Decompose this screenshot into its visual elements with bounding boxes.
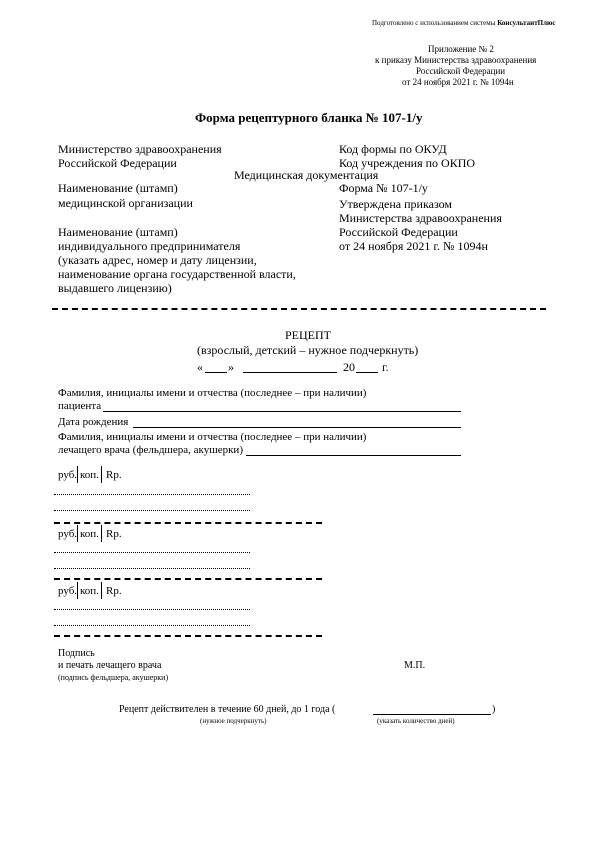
approved-line-3: Российской Федерации: [339, 225, 458, 239]
rx-rp-label: Rp.: [106, 528, 122, 540]
validity-days-field[interactable]: [373, 714, 491, 715]
okpo-code-label: Код учреждения по ОКПО: [339, 156, 476, 170]
rx-line-field[interactable]: [54, 494, 250, 495]
signature-line-3: (подпись фельдшера, акушерки): [58, 673, 169, 682]
rx-column-divider: [101, 525, 102, 542]
validity-close-paren: ): [492, 704, 496, 715]
rx-line-field[interactable]: [54, 609, 250, 610]
appendix-line-3: Российской Федерации: [416, 66, 506, 76]
ministry-line-2: Российской Федерации: [58, 156, 177, 170]
recipe-subtitle: (взрослый, детский – нужное подчеркнуть): [197, 343, 419, 357]
ip-stamp-line-2: индивидуального предпринимателя: [58, 239, 241, 253]
ip-stamp-line-5: выдавшего лицензию): [58, 281, 172, 295]
validity-note-left: (нужное подчеркнуть): [200, 717, 267, 725]
okud-code-label: Код формы по ОКУД: [339, 142, 447, 156]
validity-text: Рецепт действителен в течение 60 дней, до 1 года (: [119, 704, 336, 715]
doctor-name-field[interactable]: [246, 455, 461, 456]
ministry-line-1: Министерство здравоохранения: [58, 142, 222, 156]
patient-name-label-line-2: пациента: [58, 400, 102, 412]
rx-column-divider: [77, 466, 78, 483]
patient-name-field[interactable]: [103, 411, 461, 412]
rx-kop-label: коп.: [80, 528, 99, 540]
rx-line-field[interactable]: [54, 568, 250, 569]
approved-line-4: от 24 ноября 2021 г. № 1094н: [339, 239, 488, 253]
rx-rub-label: руб.: [58, 469, 78, 481]
rx-separator-dashed-line: [54, 635, 322, 637]
form-title: Форма рецептурного бланка № 107-1/у: [195, 110, 423, 125]
ip-stamp-line-1: Наименование (штамп): [58, 225, 178, 239]
rx-column-divider: [77, 525, 78, 542]
date-close-quote: »: [228, 360, 234, 374]
signature-line-1: Подпись: [58, 648, 95, 659]
birth-date-label: Дата рождения: [58, 416, 129, 428]
ip-stamp-line-4: наименование органа государственной власти,: [58, 267, 296, 281]
rx-rp-label: Rp.: [106, 585, 122, 597]
approved-line-1: Утверждена приказом: [339, 197, 452, 211]
rx-rp-label: Rp.: [106, 469, 122, 481]
date-month-field[interactable]: [243, 372, 337, 373]
rx-kop-label: коп.: [80, 585, 99, 597]
medical-documentation-label: Медицинская документация: [234, 168, 379, 182]
stamp-place-label: М.П.: [404, 660, 426, 671]
rx-rub-label: руб.: [58, 528, 78, 540]
appendix-line-4: от 24 ноября 2021 г. № 1094н: [402, 77, 514, 87]
doctor-name-label-line-2: лечащего врача (фельдшера, акушерки): [58, 444, 243, 456]
rx-rub-label: руб.: [58, 585, 78, 597]
rx-separator-dashed-line: [54, 522, 322, 524]
rx-column-divider: [77, 582, 78, 599]
signature-line-2: и печать лечащего врача: [58, 660, 162, 671]
rx-line-field[interactable]: [54, 625, 250, 626]
recipe-title: РЕЦЕПТ: [285, 328, 331, 342]
header-note-brand: КонсультантПлюс: [497, 19, 556, 27]
ip-stamp-line-3: (указать адрес, номер и дату лицензии,: [58, 253, 257, 267]
org-stamp-line-2: медицинской организации: [58, 196, 193, 210]
header-note: [372, 20, 555, 27]
rx-separator-dashed-line: [54, 578, 322, 580]
rx-line-field[interactable]: [54, 510, 250, 511]
appendix-line-2: к приказу Министерства здравоохранения: [375, 55, 537, 65]
date-open-quote: «: [197, 360, 203, 374]
patient-name-label-line-1: Фамилия, инициалы имени и отчества (последнее – при наличии): [58, 387, 367, 399]
header-note-prefix: Подготовлено с использованием системы: [372, 19, 498, 27]
validity-note-right: (указать количество дней): [377, 717, 455, 725]
birth-date-field[interactable]: [133, 427, 461, 428]
org-stamp-line-1: Наименование (штамп): [58, 181, 178, 195]
rx-line-field[interactable]: [54, 552, 250, 553]
rx-column-divider: [101, 466, 102, 483]
doctor-name-label-line-1: Фамилия, инициалы имени и отчества (последнее – при наличии): [58, 431, 367, 443]
rx-kop-label: коп.: [80, 469, 99, 481]
rx-column-divider: [101, 582, 102, 599]
appendix-line-1: Приложение № 2: [428, 44, 494, 54]
approved-line-2: Министерства здравоохранения: [339, 211, 502, 225]
date-year-field[interactable]: [356, 372, 378, 373]
form-number-label: Форма № 107-1/у: [339, 181, 428, 195]
date-year-prefix: 20: [343, 360, 355, 374]
separator-dashed-line: [52, 308, 546, 310]
date-day-field[interactable]: [205, 372, 227, 373]
date-year-suffix: г.: [382, 360, 389, 374]
